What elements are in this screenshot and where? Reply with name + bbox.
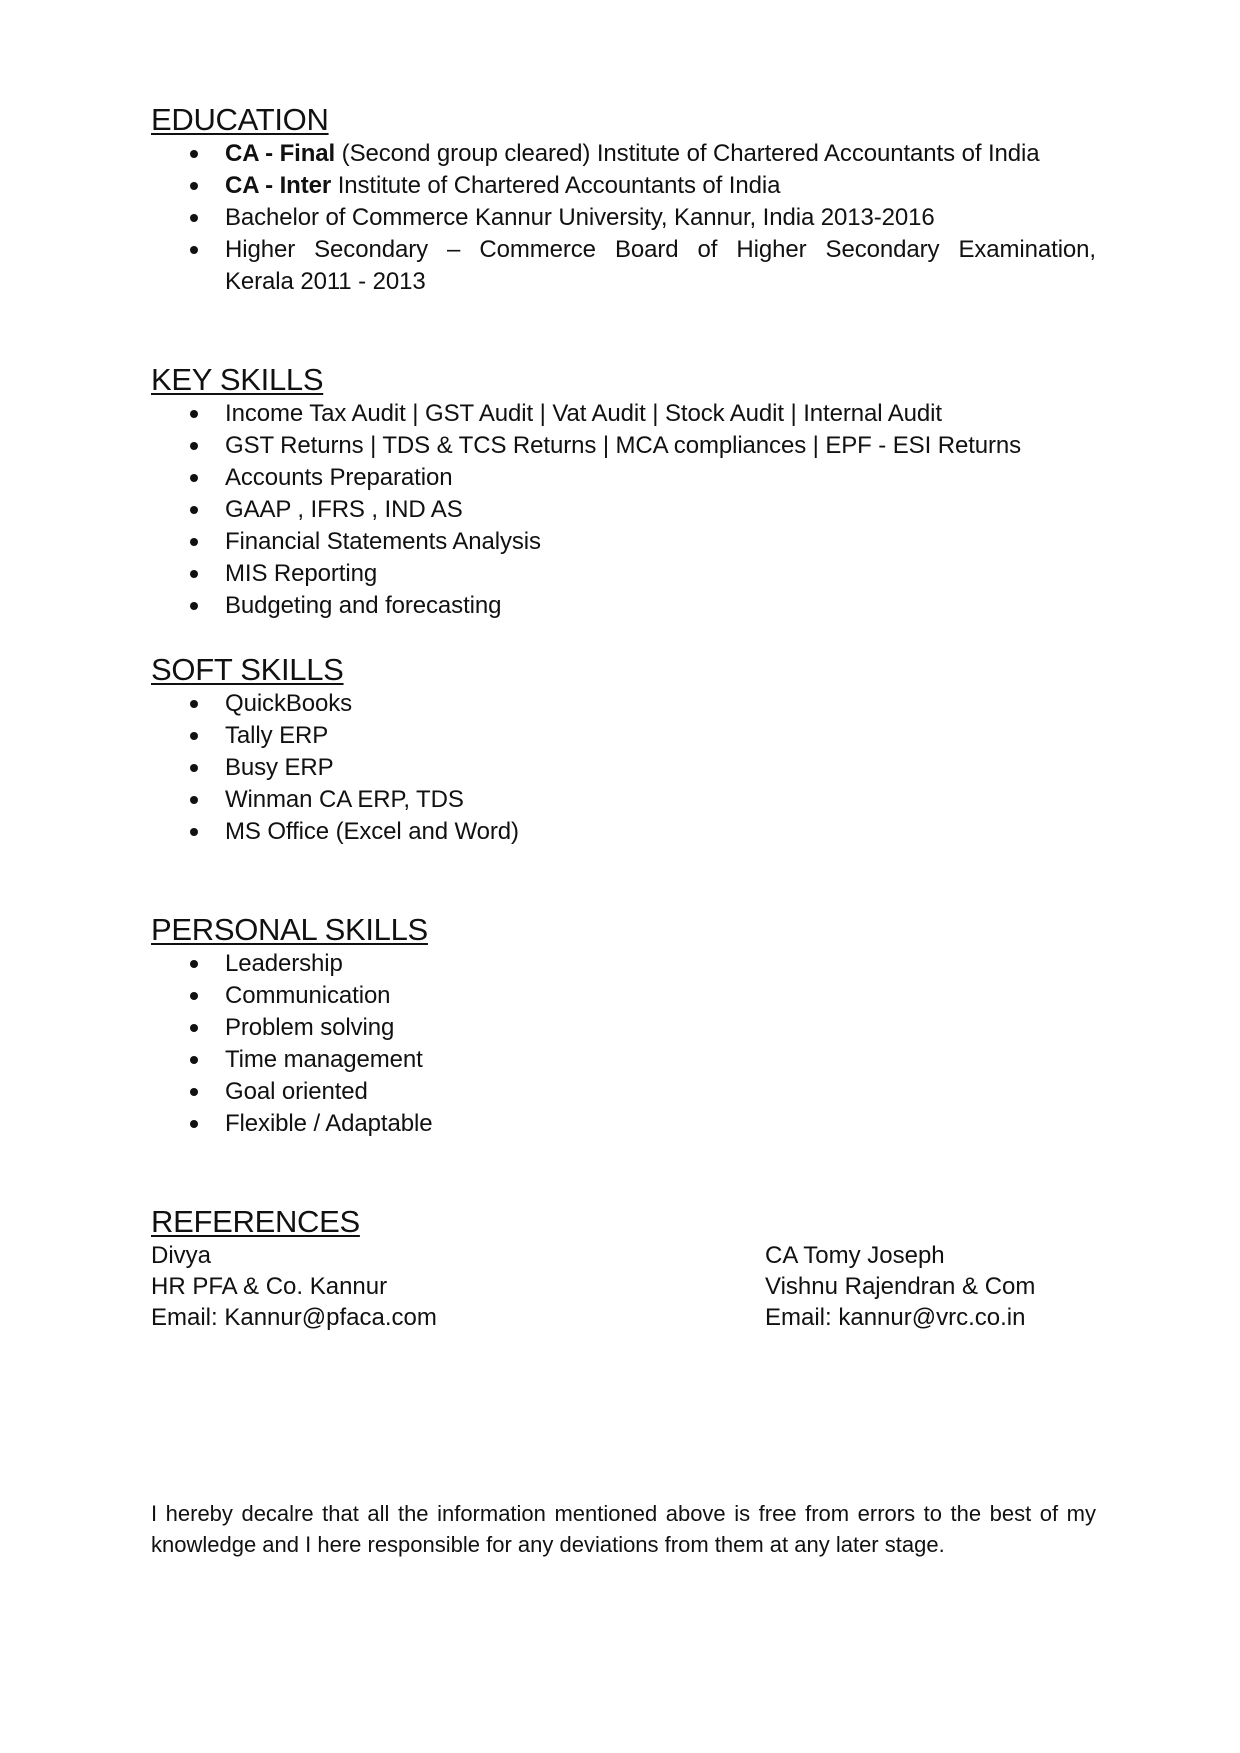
list-item bbox=[151, 234, 1096, 298]
reference-name: CA Tomy Joseph bbox=[765, 1242, 945, 1269]
skill-text: QuickBooks bbox=[225, 690, 353, 717]
bullet-icon bbox=[190, 182, 198, 190]
soft-skills-section bbox=[151, 652, 1096, 848]
list-item bbox=[151, 526, 1096, 558]
list-item bbox=[151, 170, 1096, 202]
reference-left bbox=[151, 1240, 437, 1333]
resume-page bbox=[151, 102, 1096, 1336]
skill-text: Problem solving bbox=[225, 1014, 395, 1041]
list-item bbox=[151, 590, 1096, 622]
skill-text: Tally ERP bbox=[225, 722, 329, 749]
bullet-icon bbox=[190, 1056, 198, 1064]
skill-text: GST Returns | TDS & TCS Returns | MCA compliances | EPF - ESI Returns bbox=[225, 432, 1022, 459]
bullet-icon bbox=[190, 796, 198, 804]
list-item bbox=[151, 138, 1096, 170]
list-item bbox=[151, 462, 1096, 494]
education-degree: CA - Inter bbox=[225, 172, 332, 199]
soft-skills-heading: SOFT SKILLS bbox=[151, 652, 344, 687]
education-detail: (Second group cleared) Institute of Chartered Accountants of India bbox=[335, 140, 1040, 167]
bullet-icon bbox=[190, 1120, 198, 1128]
education-detail: Institute of Chartered Accountants of India bbox=[331, 172, 781, 199]
bullet-icon bbox=[190, 602, 198, 610]
skill-text: GAAP , IFRS , IND AS bbox=[225, 496, 463, 523]
list-item bbox=[151, 1076, 1096, 1108]
bullet-icon bbox=[190, 214, 198, 222]
list-item bbox=[151, 752, 1096, 784]
skill-text: Time management bbox=[225, 1046, 423, 1073]
references-heading: REFERENCES bbox=[151, 1204, 360, 1239]
education-detail-continued: Kerala 2011 - 2013 bbox=[225, 268, 426, 295]
skill-text: MIS Reporting bbox=[225, 560, 378, 587]
list-item bbox=[151, 494, 1096, 526]
bullet-icon bbox=[190, 570, 198, 578]
education-detail: Higher Secondary – Commerce Board of Higher Secondary Examination, bbox=[225, 236, 1096, 263]
skill-text: MS Office (Excel and Word) bbox=[225, 818, 519, 845]
key-skills-list bbox=[151, 398, 1096, 622]
bullet-icon bbox=[190, 828, 198, 836]
education-heading: EDUCATION bbox=[151, 102, 329, 137]
list-item bbox=[151, 816, 1096, 848]
list-item bbox=[151, 430, 1096, 462]
reference-name: Divya bbox=[151, 1242, 212, 1269]
skill-text: Communication bbox=[225, 982, 391, 1009]
skill-text: Budgeting and forecasting bbox=[225, 592, 502, 619]
bullet-icon bbox=[190, 700, 198, 708]
personal-skills-heading: PERSONAL SKILLS bbox=[151, 912, 428, 947]
bullet-icon bbox=[190, 1088, 198, 1096]
references-section bbox=[151, 1204, 1096, 1336]
bullet-icon bbox=[190, 506, 198, 514]
skill-text: Leadership bbox=[225, 950, 343, 977]
list-item bbox=[151, 398, 1096, 430]
bullet-icon bbox=[190, 538, 198, 546]
key-skills-section bbox=[151, 362, 1096, 622]
list-item bbox=[151, 948, 1096, 980]
reference-right bbox=[765, 1240, 1035, 1333]
bullet-icon bbox=[190, 960, 198, 968]
bullet-icon bbox=[190, 732, 198, 740]
list-item bbox=[151, 202, 1096, 234]
education-degree: CA - Final bbox=[225, 140, 336, 167]
education-list bbox=[151, 138, 1096, 298]
key-skills-heading: KEY SKILLS bbox=[151, 362, 324, 397]
bullet-icon bbox=[190, 246, 198, 254]
bullet-icon bbox=[190, 474, 198, 482]
skill-text: Busy ERP bbox=[225, 754, 334, 781]
reference-org: HR PFA & Co. Kannur bbox=[151, 1273, 388, 1300]
reference-email: Email: kannur@vrc.co.in bbox=[765, 1304, 1026, 1331]
skill-text: Financial Statements Analysis bbox=[225, 528, 541, 555]
list-item bbox=[151, 1012, 1096, 1044]
skill-text: Goal oriented bbox=[225, 1078, 368, 1105]
references-block bbox=[151, 1240, 1096, 1336]
list-item bbox=[151, 980, 1096, 1012]
list-item bbox=[151, 1108, 1096, 1140]
skill-text: Winman CA ERP, TDS bbox=[225, 786, 464, 813]
reference-email: Email: Kannur@pfaca.com bbox=[151, 1304, 437, 1331]
bullet-icon bbox=[190, 410, 198, 418]
list-item bbox=[151, 784, 1096, 816]
declaration-text: I hereby decalre that all the information mentioned above is free from errors to the best of my knowledge and I here responsible for any deviations from them at any later stage. bbox=[151, 1501, 1096, 1557]
bullet-icon bbox=[190, 764, 198, 772]
list-item bbox=[151, 688, 1096, 720]
personal-skills-list bbox=[151, 948, 1096, 1140]
bullet-icon bbox=[190, 150, 198, 158]
education-section bbox=[151, 102, 1096, 298]
list-item bbox=[151, 558, 1096, 590]
soft-skills-list bbox=[151, 688, 1096, 848]
list-item bbox=[151, 1044, 1096, 1076]
list-item bbox=[151, 720, 1096, 752]
skill-text: Flexible / Adaptable bbox=[225, 1110, 433, 1137]
personal-skills-section bbox=[151, 912, 1096, 1140]
reference-org: Vishnu Rajendran & Com bbox=[765, 1273, 1036, 1300]
bullet-icon bbox=[190, 1024, 198, 1032]
skill-text: Income Tax Audit | GST Audit | Vat Audit | Stock Audit | Internal Audit bbox=[225, 400, 942, 427]
bullet-icon bbox=[190, 442, 198, 450]
education-detail: Bachelor of Commerce Kannur University, Kannur, India 2013-2016 bbox=[225, 204, 935, 231]
skill-text: Accounts Preparation bbox=[225, 464, 453, 491]
bullet-icon bbox=[190, 992, 198, 1000]
